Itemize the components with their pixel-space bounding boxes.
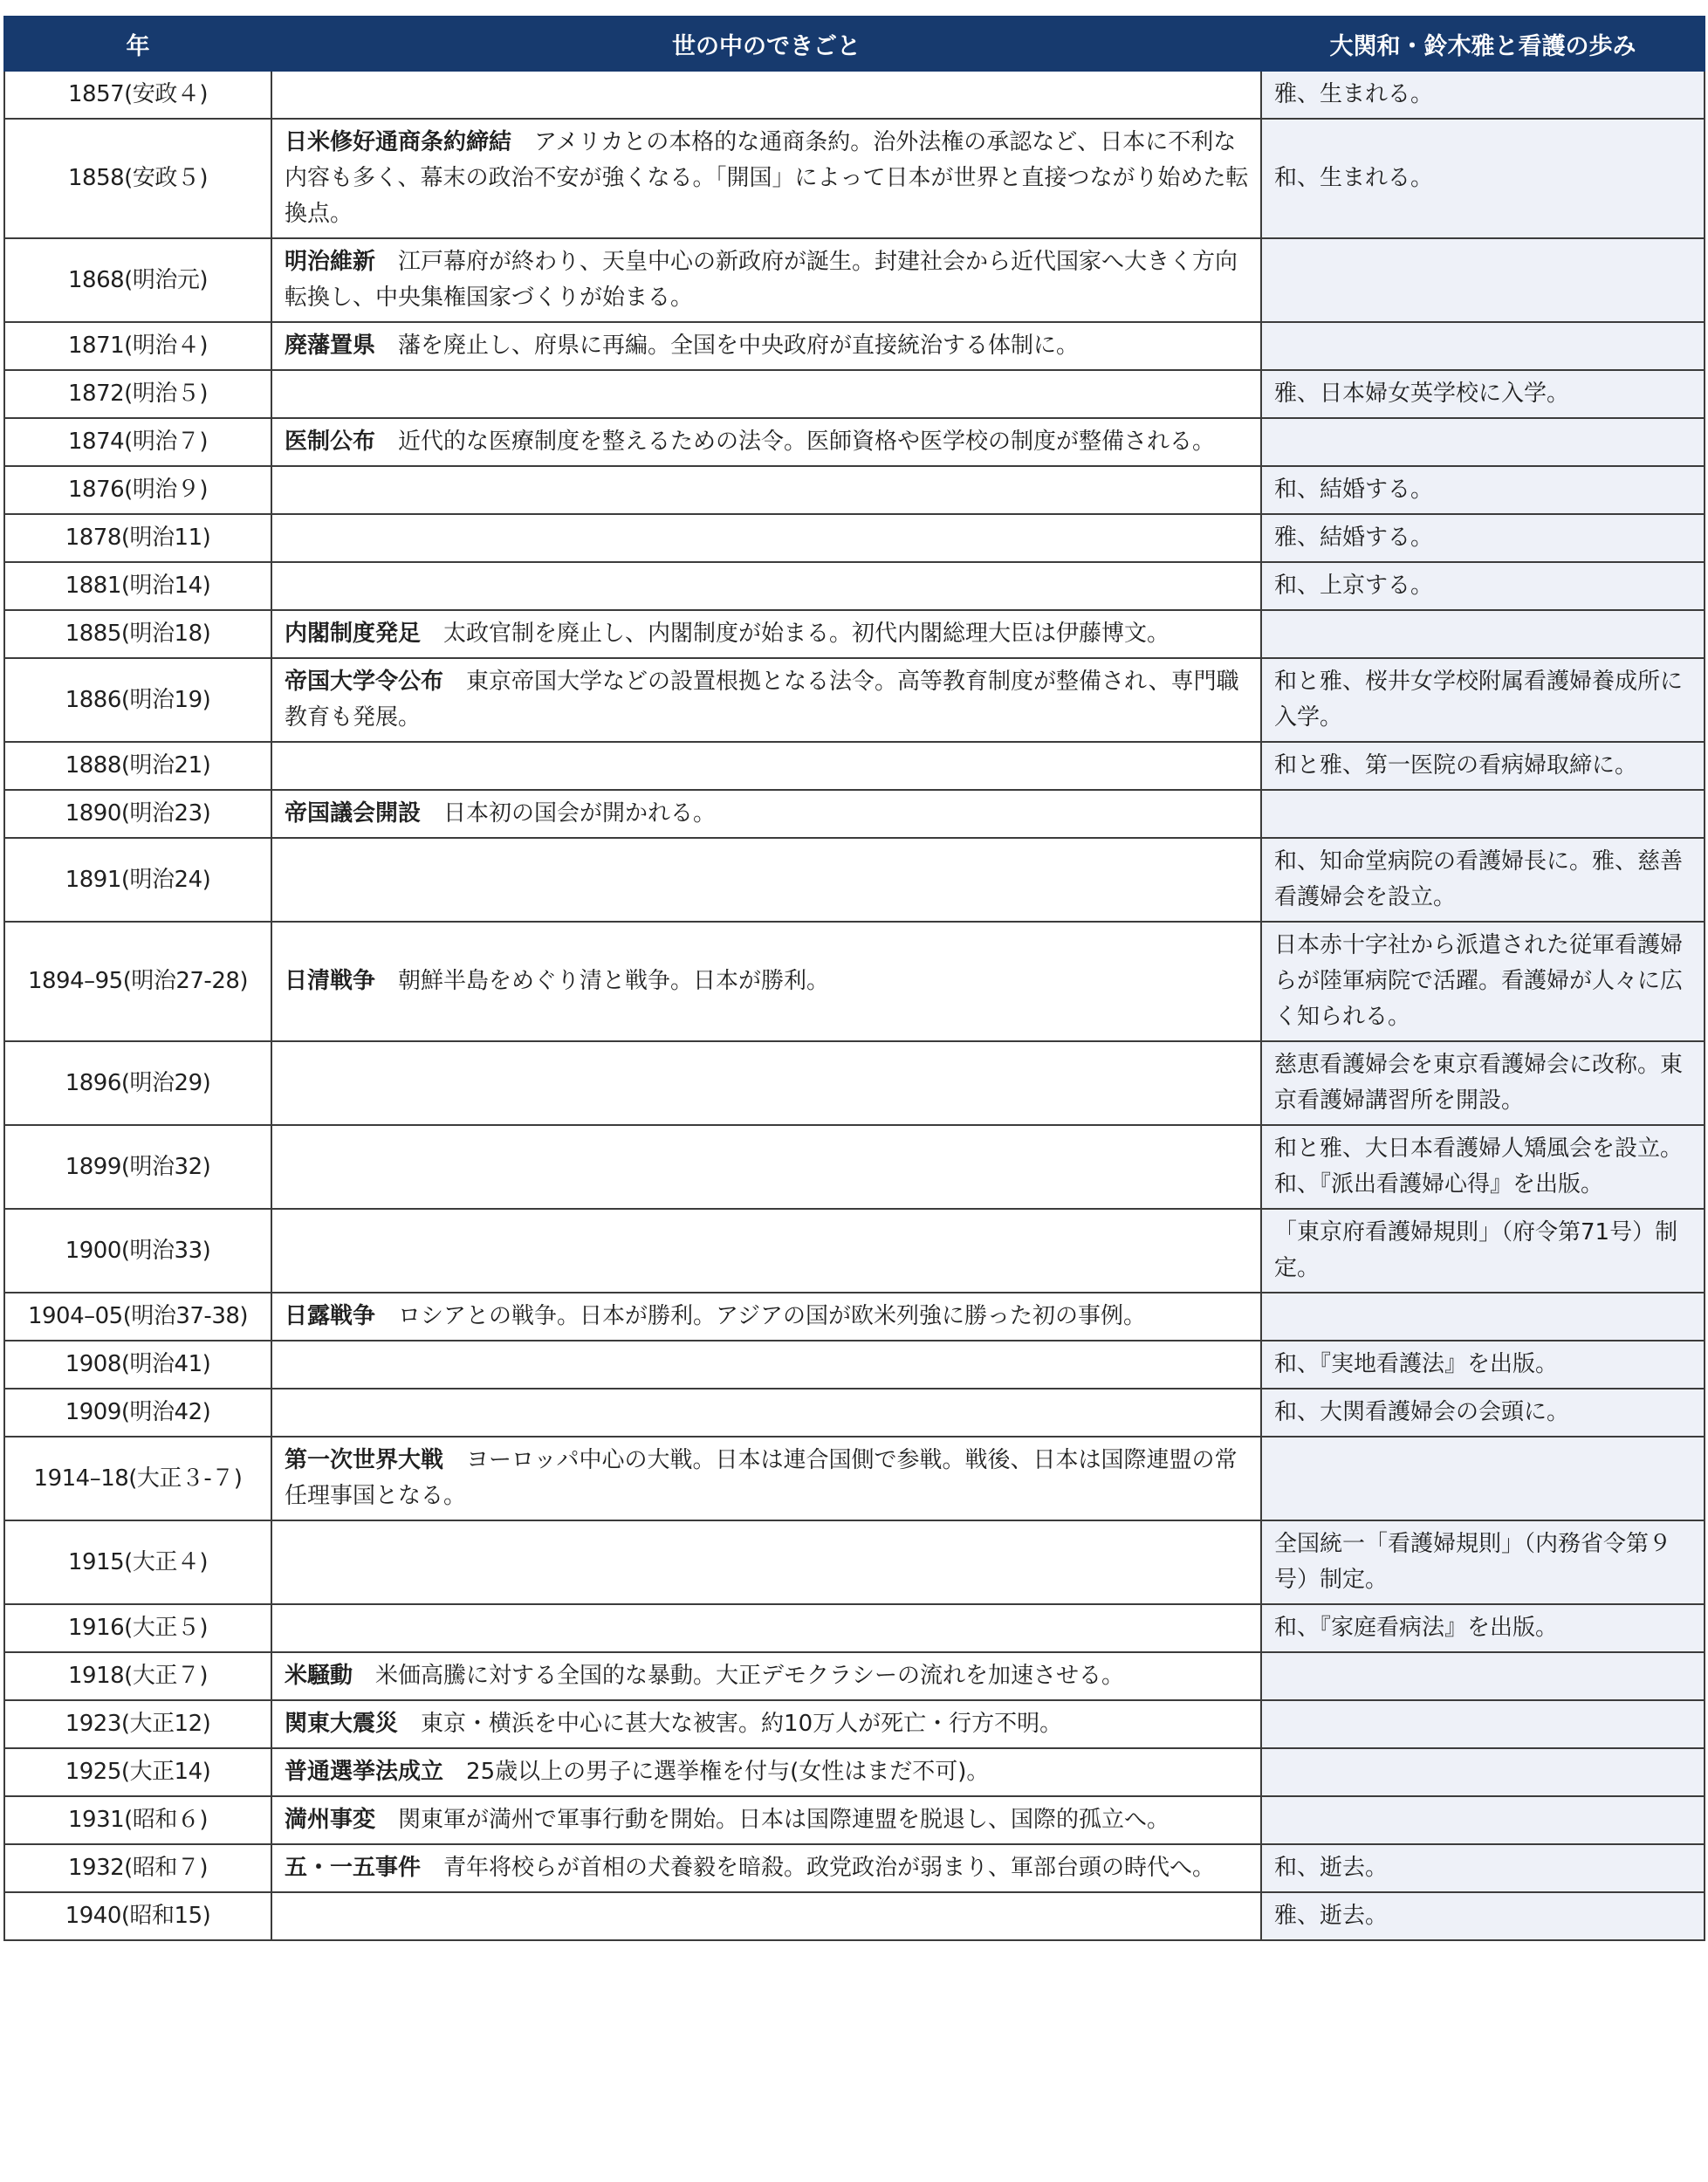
header-events: 世の中のできごと [271, 17, 1261, 71]
header-nursing: 大関和・鈴木雅と看護の歩み [1261, 17, 1705, 71]
year-cell: 1874(明治７) [4, 418, 271, 466]
event-cell [271, 1700, 1261, 1748]
event-cell [271, 1520, 1261, 1604]
event-cell [271, 1844, 1261, 1892]
nursing-cell [1261, 418, 1705, 466]
table-row [4, 1652, 1705, 1700]
event-cell [271, 922, 1261, 1041]
year-cell: 1868(明治元) [4, 238, 271, 322]
table-row [4, 790, 1705, 838]
table-row [4, 1389, 1705, 1437]
table-row [4, 1520, 1705, 1604]
event-cell [271, 1796, 1261, 1844]
event-cell [271, 658, 1261, 742]
year-cell: 1894–95(明治27-28) [4, 922, 271, 1041]
event-cell [271, 1293, 1261, 1341]
event-description: ロシアとの戦争。日本が勝利。アジアの国が欧米列強に勝った初の事例。 [398, 1303, 1146, 1329]
table-row [4, 1604, 1705, 1652]
event-description: 朝鮮半島をめぐり清と戦争。日本が勝利。 [398, 968, 830, 994]
nursing-cell: 和、『家庭看病法』を出版。 [1261, 1604, 1705, 1652]
nursing-cell: 雅、生まれる。 [1261, 71, 1705, 119]
event-description: 25歳以上の男子に選挙権を付与(女性はまだ不可)。 [466, 1759, 990, 1785]
table-row [4, 1209, 1705, 1293]
event-cell [271, 1125, 1261, 1209]
event-cell [271, 790, 1261, 838]
table-row [4, 1700, 1705, 1748]
event-description: 藩を廃止し、府県に再編。全国を中央政府が直接統治する体制に。 [398, 333, 1080, 359]
nursing-cell: 「東京府看護婦規則」（府令第71号）制定。 [1261, 1209, 1705, 1293]
table-row [4, 466, 1705, 514]
table-row [4, 1341, 1705, 1389]
event-cell [271, 838, 1261, 922]
event-cell [271, 1892, 1261, 1940]
event-cell [271, 1209, 1261, 1293]
nursing-cell: 雅、逝去。 [1261, 1892, 1705, 1940]
table-row [4, 838, 1705, 922]
nursing-cell [1261, 322, 1705, 370]
event-cell [271, 742, 1261, 790]
event-cell [271, 514, 1261, 562]
event-description: 近代的な医療制度を整えるための法令。医師資格や医学校の制度が整備される。 [398, 429, 1216, 455]
nursing-cell [1261, 790, 1705, 838]
table-row [4, 610, 1705, 658]
nursing-cell [1261, 1293, 1705, 1341]
table-row [4, 1748, 1705, 1796]
nursing-cell: 和、知命堂病院の看護婦長に。雅、慈善看護婦会を設立。 [1261, 838, 1705, 922]
year-cell: 1915(大正４) [4, 1520, 271, 1604]
nursing-cell: 和、逝去。 [1261, 1844, 1705, 1892]
event-cell [271, 1389, 1261, 1437]
table-row [4, 1796, 1705, 1844]
year-cell: 1899(明治32) [4, 1125, 271, 1209]
event-cell [271, 322, 1261, 370]
event-title: 普通選挙法成立 [285, 1759, 444, 1785]
event-cell [271, 418, 1261, 466]
year-cell: 1904–05(明治37-38) [4, 1293, 271, 1341]
nursing-cell: 和、上京する。 [1261, 562, 1705, 610]
year-cell: 1940(昭和15) [4, 1892, 271, 1940]
table-row [4, 1844, 1705, 1892]
table-body [4, 71, 1705, 1940]
event-cell [271, 1341, 1261, 1389]
nursing-cell [1261, 238, 1705, 322]
year-cell: 1918(大正７) [4, 1652, 271, 1700]
event-cell [271, 1604, 1261, 1652]
table-row [4, 658, 1705, 742]
nursing-cell: 慈恵看護婦会を東京看護婦会に改称。東京看護婦講習所を開設。 [1261, 1041, 1705, 1125]
year-cell: 1888(明治21) [4, 742, 271, 790]
year-cell: 1886(明治19) [4, 658, 271, 742]
event-description: 青年将校らが首相の犬養毅を暗殺。政党政治が弱まり、軍部台頭の時代へ。 [443, 1855, 1216, 1881]
nursing-cell [1261, 1437, 1705, 1520]
year-cell: 1876(明治９) [4, 466, 271, 514]
year-cell: 1900(明治33) [4, 1209, 271, 1293]
table-row [4, 1892, 1705, 1940]
table-row [4, 418, 1705, 466]
event-description: 東京帝国大学などの設置根拠となる法令。高等教育制度が整備され、専門職教育も発展。 [285, 669, 1239, 731]
event-cell [271, 1041, 1261, 1125]
event-title: 関東大震災 [285, 1711, 399, 1737]
event-description: アメリカとの本格的な通商条約。治外法権の承認など、日本に不利な内容も多く、幕末の政治不安が強くなる。「開国」によって日本が世界と直接つながり始めた転換点。 [285, 129, 1249, 227]
year-cell: 1881(明治14) [4, 562, 271, 610]
event-cell [271, 71, 1261, 119]
event-cell [271, 562, 1261, 610]
table-row [4, 1041, 1705, 1125]
nursing-cell: 雅、日本婦女英学校に入学。 [1261, 370, 1705, 418]
timeline-table [3, 16, 1705, 1941]
event-description: 米価高騰に対する全国的な暴動。大正デモクラシーの流れを加速させる。 [375, 1663, 1125, 1689]
event-title: 日清戦争 [285, 968, 376, 994]
header-year: 年 [4, 17, 271, 71]
event-cell [271, 610, 1261, 658]
year-cell: 1896(明治29) [4, 1041, 271, 1125]
event-title: 日米修好通商条約締結 [285, 129, 512, 155]
nursing-cell: 和と雅、桜井女学校附属看護婦養成所に入学。 [1261, 658, 1705, 742]
nursing-cell [1261, 1700, 1705, 1748]
year-cell: 1890(明治23) [4, 790, 271, 838]
year-cell: 1925(大正14) [4, 1748, 271, 1796]
event-title: 五・一五事件 [285, 1855, 422, 1881]
event-title: 帝国議会開設 [285, 800, 422, 827]
table-row [4, 742, 1705, 790]
event-title: 第一次世界大戦 [285, 1447, 444, 1473]
year-cell: 1908(明治41) [4, 1341, 271, 1389]
table-row [4, 922, 1705, 1041]
event-cell [271, 119, 1261, 238]
event-cell [271, 238, 1261, 322]
year-cell: 1871(明治４) [4, 322, 271, 370]
event-title: 帝国大学令公布 [285, 669, 444, 695]
event-title: 米騒動 [285, 1663, 353, 1689]
year-cell: 1857(安政４) [4, 71, 271, 119]
event-description: 太政官制を廃止し、内閣制度が始まる。初代内閣総理大臣は伊藤博文。 [443, 621, 1170, 647]
nursing-cell: 和と雅、大日本看護婦人矯風会を設立。和、『派出看護婦心得』を出版。 [1261, 1125, 1705, 1209]
nursing-cell [1261, 610, 1705, 658]
table-row [4, 370, 1705, 418]
table-row [4, 71, 1705, 119]
event-title: 廃藩置県 [285, 333, 376, 359]
event-description: 東京・横浜を中心に甚大な被害。約10万人が死亡・行方不明。 [421, 1711, 1063, 1737]
event-title: 内閣制度発足 [285, 621, 422, 647]
year-cell: 1909(明治42) [4, 1389, 271, 1437]
nursing-cell: 和と雅、第一医院の看病婦取締に。 [1261, 742, 1705, 790]
nursing-cell: 和、結婚する。 [1261, 466, 1705, 514]
year-cell: 1916(大正５) [4, 1604, 271, 1652]
event-title: 日露戦争 [285, 1303, 376, 1329]
event-cell [271, 1748, 1261, 1796]
nursing-cell: 和、『実地看護法』を出版。 [1261, 1341, 1705, 1389]
event-title: 医制公布 [285, 429, 376, 455]
year-cell: 1923(大正12) [4, 1700, 271, 1748]
table-row [4, 1125, 1705, 1209]
event-description: 日本初の国会が開かれる。 [443, 800, 717, 827]
nursing-cell: 日本赤十字社から派遣された従軍看護婦らが陸軍病院で活躍。看護婦が人々に広く知られる。 [1261, 922, 1705, 1041]
timeline-table-wrapper [3, 16, 1705, 1941]
nursing-cell [1261, 1796, 1705, 1844]
event-description: ヨーロッパ中心の大戦。日本は連合国側で参戦。戦後、日本は国際連盟の常任理事国となる。 [285, 1447, 1238, 1509]
nursing-cell: 雅、結婚する。 [1261, 514, 1705, 562]
year-cell: 1914–18(大正３-７) [4, 1437, 271, 1520]
year-cell: 1931(昭和６) [4, 1796, 271, 1844]
table-row [4, 322, 1705, 370]
table-row [4, 119, 1705, 238]
event-cell [271, 1437, 1261, 1520]
table-row [4, 238, 1705, 322]
event-title: 明治維新 [285, 249, 376, 275]
year-cell: 1872(明治５) [4, 370, 271, 418]
nursing-cell: 和、大関看護婦会の会頭に。 [1261, 1389, 1705, 1437]
nursing-cell: 全国統一「看護婦規則」（内務省令第９号）制定。 [1261, 1520, 1705, 1604]
table-header [4, 17, 1705, 71]
table-row [4, 1437, 1705, 1520]
nursing-cell [1261, 1748, 1705, 1796]
table-row [4, 562, 1705, 610]
year-cell: 1878(明治11) [4, 514, 271, 562]
year-cell: 1891(明治24) [4, 838, 271, 922]
event-cell [271, 466, 1261, 514]
header-row [4, 17, 1705, 71]
table-row [4, 1293, 1705, 1341]
year-cell: 1932(昭和７) [4, 1844, 271, 1892]
event-cell [271, 370, 1261, 418]
event-title: 満州事変 [285, 1807, 376, 1833]
event-description: 江戸幕府が終わり、天皇中心の新政府が誕生。封建社会から近代国家へ大きく方向転換し、中央集権国家づくりが始まる。 [285, 249, 1238, 311]
event-cell [271, 1652, 1261, 1700]
table-row [4, 514, 1705, 562]
event-description: 関東軍が満州で軍事行動を開始。日本は国際連盟を脱退し、国際的孤立へ。 [398, 1807, 1170, 1833]
nursing-cell: 和、生まれる。 [1261, 119, 1705, 238]
nursing-cell [1261, 1652, 1705, 1700]
year-cell: 1885(明治18) [4, 610, 271, 658]
year-cell: 1858(安政５) [4, 119, 271, 238]
